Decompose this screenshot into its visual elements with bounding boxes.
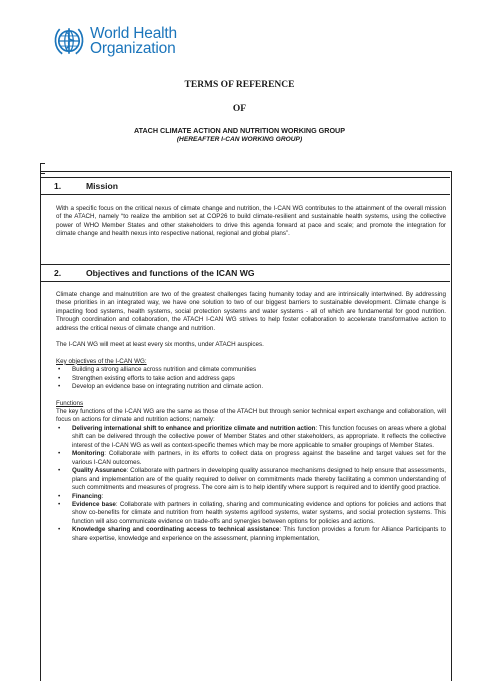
mission-paragraph: With a specific focus on the critical nexus of climate change and nutrition, the I-CAN WG contributes to the attainment of the overall mission of the ATACH, namely “to realize the ambition set at COP26 to build climate-resilient and sustainable health systems, using the collective power of WHO Member States and other stakeholders to drive this agenda forward at pace and scale; and promote the integration for climate change and health nexus into respective national, regional and global plans”. — [56, 205, 446, 238]
section-title: Objectives and functions of the ICAN WG — [86, 268, 255, 278]
functions-list — [56, 425, 446, 543]
function-name: Evidence base — [72, 500, 116, 508]
section-header-objectives — [40, 264, 450, 282]
document-title-of: OF — [232, 104, 247, 114]
function-name: Delivering international shift to enhance and prioritize climate and nutrition action — [72, 424, 316, 432]
objectives-paragraph: Climate change and malnutrition are two of the greatest challenges facing humanity today and are intrinsically intertwined. By addressing these priorities in an integrated way, we have one solution to two of our biggest barriers to sustainable development. Climate change is impacting food systems, health systems, social protection systems and water systems - all of which are fundamental for good nutrition. Through coordination and collaboration, the ATACH I-CAN WG strives to help foster collaboration to accelerate transformative action to address the critical nexus of climate change and nutrition. — [56, 291, 446, 332]
function-name: Financing — [72, 492, 102, 500]
meeting-paragraph: The I-CAN WG will meet at least every six months, under ATACH auspices. — [56, 341, 264, 349]
function-name: Quality Assurance — [72, 467, 127, 475]
list-item: • Strengthen existing efforts to take action and address gaps — [56, 375, 446, 383]
function-description: : Collaborate with partners, in its efforts to collect data on progress against the baseline and target values set for the various I-CAN outcomes. — [72, 450, 446, 466]
functions-intro: The key functions of the I-CAN WG are the same as those of the ATACH but through senior technical expert exchange and collaboration, will focus on actions for climate and nutrition actions; namely: — [56, 407, 446, 424]
key-objectives-list — [56, 366, 446, 391]
list-item: • Building a strong alliance across nutrition and climate communities — [56, 366, 446, 374]
function-description: : — [101, 492, 104, 500]
who-logo — [52, 24, 177, 58]
function-name: Monitoring — [72, 450, 105, 458]
document-subtitle-note: (HEREAFTER I-CAN WORKING GROUP) — [176, 136, 303, 143]
section-header-mission — [40, 177, 450, 195]
mission-body — [56, 205, 446, 247]
key-objectives-heading: Key objectives of the I-CAN WG: — [56, 357, 147, 365]
document-subtitle: ATACH CLIMATE ACTION AND NUTRITION WORKING GROUP — [133, 126, 346, 135]
who-emblem-icon — [52, 24, 86, 58]
list-item — [56, 501, 446, 526]
function-description: : Collaborate with partners in collating, sharing and communicating evidence and options for policies and actions that show co-benefits for climate and nutrition from health systems agrifood systems, water systems, and social protection systems. This function will also communicate evidence on trade-offs and synergies between options for policies and actions. — [72, 500, 446, 525]
organization-name — [90, 26, 177, 56]
list-item — [56, 425, 446, 450]
function-description: : This function focuses on areas where a global shift can be delivered through the collective power of Member States and other stakeholders, as appropriate. It reflects the collective interest of the I-CAN WG as well as context-specific themes which may be more applicable to smaller groupings of Member States. — [72, 424, 446, 449]
section-number: 1. — [54, 181, 62, 191]
function-name: Knowledge sharing and coordinating access to technical assistance — [72, 526, 280, 534]
objectives-body — [56, 291, 446, 543]
list-item — [56, 450, 446, 467]
functions-heading: Functions — [56, 399, 84, 407]
document-title: TERMS OF REFERENCE — [184, 80, 295, 90]
list-item — [56, 526, 446, 543]
list-item — [56, 493, 446, 501]
organization-name-line2: Organization — [90, 40, 176, 57]
section-number: 2. — [54, 268, 62, 278]
function-description: : Collaborate with partners in developing quality assurance mechanisms designed to help ensure that assessments, plans and implementation are of the quality required to deliver on commitments made thereby facilitating a common understanding of such commitments and measures of progress. The core aim is to help identify where support is required and to identify good practice. — [72, 467, 446, 492]
section-title: Mission — [86, 181, 118, 191]
list-item — [56, 467, 446, 492]
function-description: : This function provides a forum for Alliance Participants to share expertise, knowledge and experience on the assessment, planning implementation, — [72, 526, 446, 542]
organization-name-line1: World Health — [90, 25, 177, 42]
list-item: • Develop an evidence base on integrating nutrition and climate action. — [56, 383, 446, 391]
